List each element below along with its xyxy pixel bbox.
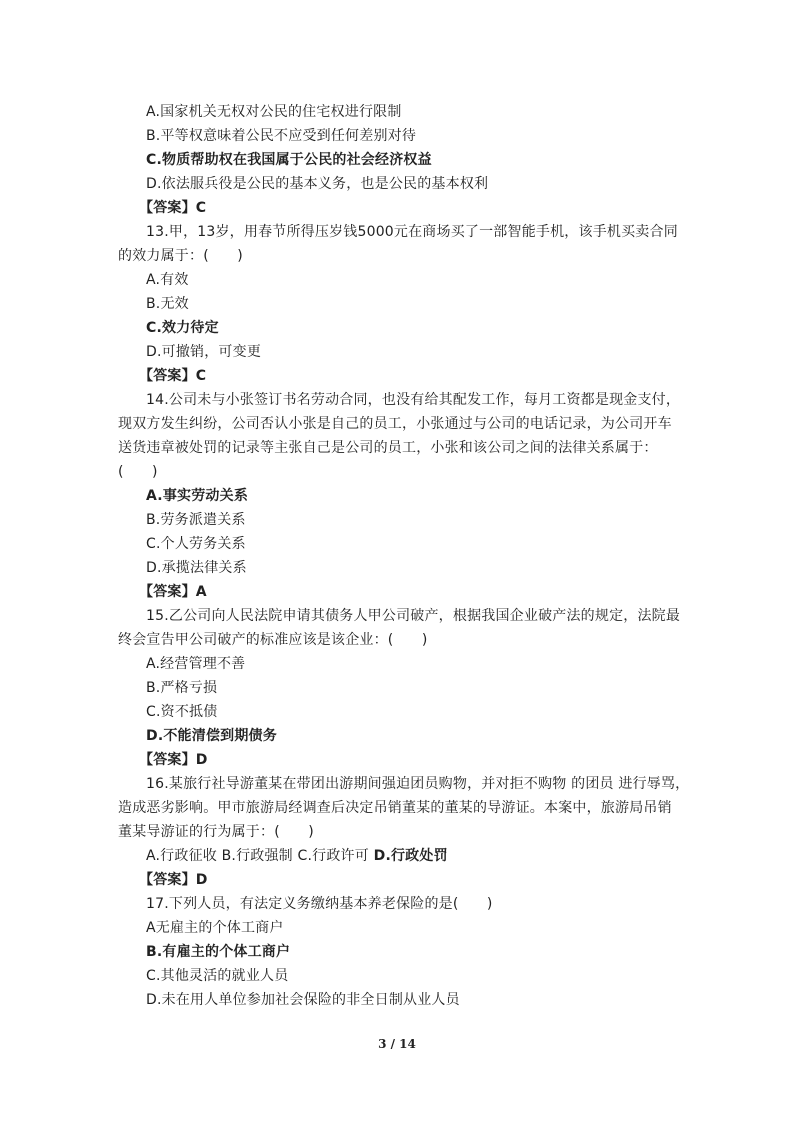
q14-stem-line1: 14.公司未与小张签订书名劳动合同，也没有给其配发工作，每月工资都是现金支付， bbox=[146, 392, 681, 408]
q16-options-abc: A.行政征收 B.行政强制 C.行政许可 bbox=[146, 848, 374, 864]
q17-stem-line1: 17.下列人员，有法定义务缴纳基本养老保险的是( ) bbox=[146, 896, 493, 912]
q12-option-b: B.平等权意味着公民不应受到任何差别对待 bbox=[146, 128, 417, 144]
q14-stem-line3: 送货违章被处罚的记录等主张自己是公司的员工，小张和该公司之间的法律关系属于： bbox=[118, 440, 658, 456]
q16-options-row bbox=[146, 846, 448, 866]
q17-option-a: A无雇主的个体工商户 bbox=[146, 920, 284, 936]
q15-stem-line1: 15.乙公司向人民法院申请其债务人甲公司破产，根据我国企业破产法的规定，法院最 bbox=[146, 608, 681, 624]
q16-option-d: D.行政处罚 bbox=[373, 848, 448, 864]
q12-option-d: D.依法服兵役是公民的基本义务，也是公民的基本权利 bbox=[146, 176, 489, 192]
q13-option-c: C.效力待定 bbox=[146, 320, 219, 336]
q14-stem-line2: 现双方发生纠纷，公司否认小张是自己的员工，小张通过与公司的电话记录，为公司开车 bbox=[118, 416, 672, 432]
q13-stem-line2: 的效力属于：( ) bbox=[118, 248, 243, 264]
q16-answer: 【答案】D bbox=[139, 872, 208, 888]
q16-stem-line2: 造成恶劣影响。甲市旅游局经调查后决定吊销董某的董某的导游证。本案中，旅游局吊销 bbox=[118, 800, 672, 816]
q12-option-c: C.物质帮助权在我国属于公民的社会经济权益 bbox=[146, 152, 432, 168]
q14-option-b: B.劳务派遣关系 bbox=[146, 512, 246, 528]
q14-option-d: D.承揽法律关系 bbox=[146, 560, 247, 576]
q15-option-a: A.经营管理不善 bbox=[146, 656, 246, 672]
q13-option-d: D.可撤销，可变更 bbox=[146, 344, 262, 360]
q15-option-b: B.严格亏损 bbox=[146, 680, 218, 696]
q15-option-c: C.资不抵债 bbox=[146, 704, 218, 720]
q13-answer: 【答案】C bbox=[139, 368, 207, 384]
q14-option-a: A.事实劳动关系 bbox=[146, 488, 249, 504]
q13-option-a: A.有效 bbox=[146, 272, 189, 288]
q13-stem-line1: 13.甲，13岁，用春节所得压岁钱5000元在商场买了一部智能手机，该手机买卖合同 bbox=[146, 224, 678, 240]
q15-option-d: D.不能清偿到期债务 bbox=[146, 728, 277, 744]
q12-answer: 【答案】C bbox=[139, 200, 207, 216]
q12-option-a: A.国家机关无权对公民的住宅权进行限制 bbox=[146, 104, 402, 120]
q14-option-c: C.个人劳务关系 bbox=[146, 536, 246, 552]
q14-stem-line4: ( ) bbox=[118, 464, 158, 480]
q16-stem-line1: 16.某旅行社导游董某在带团出游期间强迫团员购物，并对拒不购物 的团员 进行辱骂， bbox=[146, 776, 690, 792]
q17-option-b: B.有雇主的个体工商户 bbox=[146, 944, 291, 960]
q15-stem-line2: 终会宣告甲公司破产的标准应该是该企业：( ) bbox=[118, 632, 428, 648]
page-number: 3 / 14 bbox=[378, 1037, 416, 1051]
q17-option-d: D.未在用人单位参加社会保险的非全日制从业人员 bbox=[146, 992, 460, 1008]
q15-answer: 【答案】D bbox=[139, 752, 208, 768]
q13-option-b: B.无效 bbox=[146, 296, 189, 312]
q16-stem-line3: 董某导游证的行为属于：( ) bbox=[118, 824, 314, 840]
q14-answer: 【答案】A bbox=[139, 584, 207, 600]
q17-option-c: C.其他灵活的就业人员 bbox=[146, 968, 289, 984]
